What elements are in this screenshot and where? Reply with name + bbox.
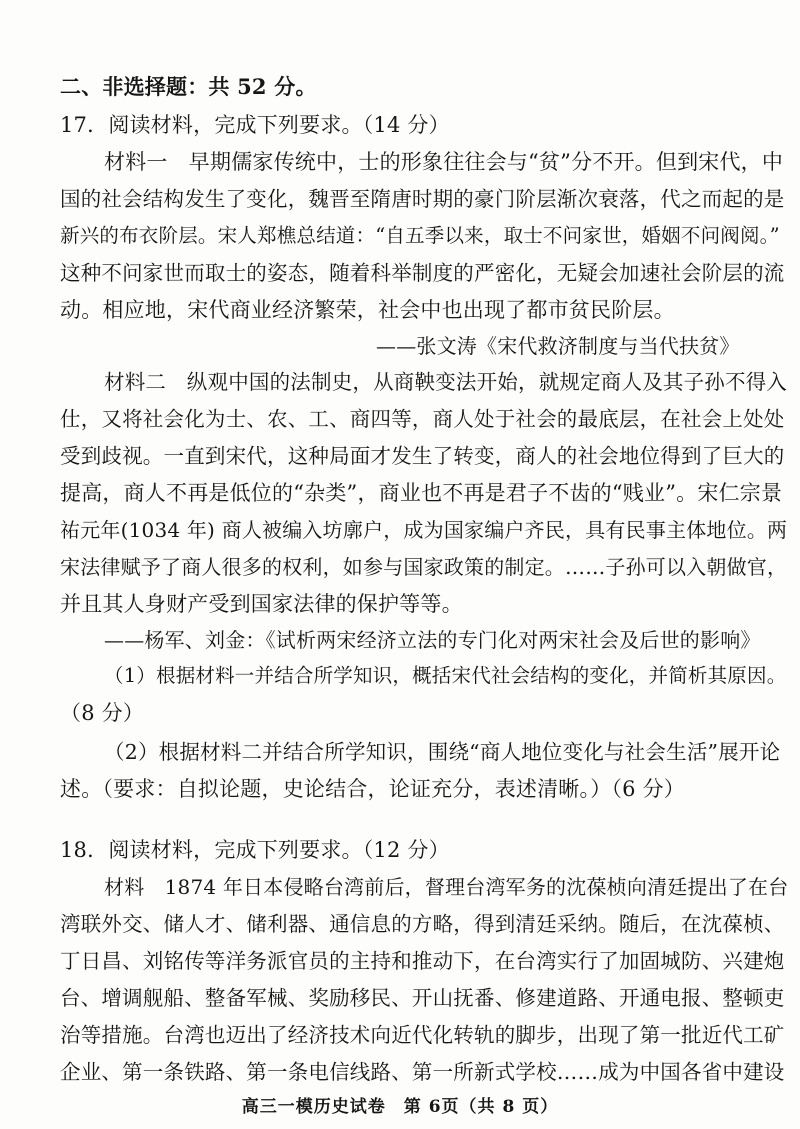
q17-sub1-line: （8 分） (60, 701, 145, 725)
q18-material-line: 丁日昌、刘铭传等洋务派官员的主持和推动下，在台湾实行了加固城防、兴建炮 (60, 949, 785, 973)
q17-material2-line: 受到歧视。一直到宋代，这种局面才发生了转变，商人的社会地位得到了巨大的 (60, 444, 785, 468)
q17-material2-line: 并且其人身财产受到国家法律的保护等等。 (60, 592, 463, 616)
q17-material2-line: 祐元年(1034 年) 商人被编入坊廓户，成为国家编户齐民，具有民事主体地位。两 (60, 518, 788, 542)
q18-material-line: 材料 1874 年日本侵略台湾前后，督理台湾军务的沈葆桢向清廷提出了在台 (104, 875, 789, 899)
q17-sub2-line: （2）根据材料二并结合所学知识，围绕“商人地位变化与社会生活”展开论 (104, 740, 781, 764)
q17-material1-line: 这种不问家世而取士的姿态，随着科举制度的严密化，无疑会加速社会阶层的流 (60, 261, 785, 285)
q18-material-line: 湾联外交、储人才、储利器、通信息的方略，得到清廷采纳。随后，在沈葆桢、 (60, 912, 785, 936)
q17-title: 17．阅读材料，完成下列要求。（14 分） (60, 113, 450, 137)
q17-material1-line: 新兴的布衣阶层。宋人郑樵总结道：“自五季以来，取士不问家世，婚姻不问阀阅。” (60, 224, 780, 247)
q18-material-line: 治等措施。台湾也迈出了经济技术向近代化转轨的脚步，出现了第一批近代工矿 (60, 1023, 785, 1047)
q17-source2: ——杨军、刘金：《试析两宋经济立法的专门化对两宋社会及后世的影响》 (104, 628, 761, 652)
page-footer: 高三一模历史试卷 第 6页（共 8 页） (241, 1097, 559, 1117)
q17-material2-line: 提高，商人不再是低位的“杂类”，商业也不再是君子不齿的“贱业”。宋仁宗景 (60, 481, 783, 505)
q17-material1-line: 材料一 早期儒家传统中，士的形象往往会与“贫”分不开。但到宋代，中 (104, 150, 784, 174)
q17-sub2-line: 述。（要求：自拟论题，史论结合，论证充分，表述清晰。）（6 分） (60, 777, 685, 801)
section-heading: 二、非选择题：共 52 分。 (60, 74, 317, 99)
q18-material-line: 台、增调舰船、整备军械、奖励移民、开山抚番、修建道路、开通电报、整顿吏 (60, 986, 785, 1010)
q17-material2-line: 仕，又将社会化为士、农、工、商四等，商人处于社会的最底层，在社会上处处 (60, 407, 785, 431)
q18-title: 18．阅读材料，完成下列要求。（12 分） (60, 838, 450, 862)
q17-material1-line: 国的社会结构发生了变化，魏晋至隋唐时期的豪门阶层渐次衰落，代之而起的是 (60, 187, 785, 211)
q17-source1: ——张文涛《宋代救济制度与当代扶贫》 (376, 334, 740, 358)
q17-material2-line: 材料二 纵观中国的法制史，从商鞅变法开始，就规定商人及其子孙不得入 (104, 370, 788, 394)
q17-material1-line: 动。相应地，宋代商业经济繁荣，社会中也出现了都市贫民阶层。 (60, 298, 675, 322)
q17-material2-line: 宋法律赋予了商人很多的权利，如参与国家政策的制定。……子孙可以入朝做官， (60, 555, 788, 579)
q18-material-line: 企业、第一条铁路、第一条电信线路、第一所新式学校……成为中国各省中建设 (60, 1060, 785, 1084)
q17-sub1-line: （1）根据材料一并结合所学知识，概括宋代社会结构的变化，并简析其原因。 (104, 664, 787, 687)
